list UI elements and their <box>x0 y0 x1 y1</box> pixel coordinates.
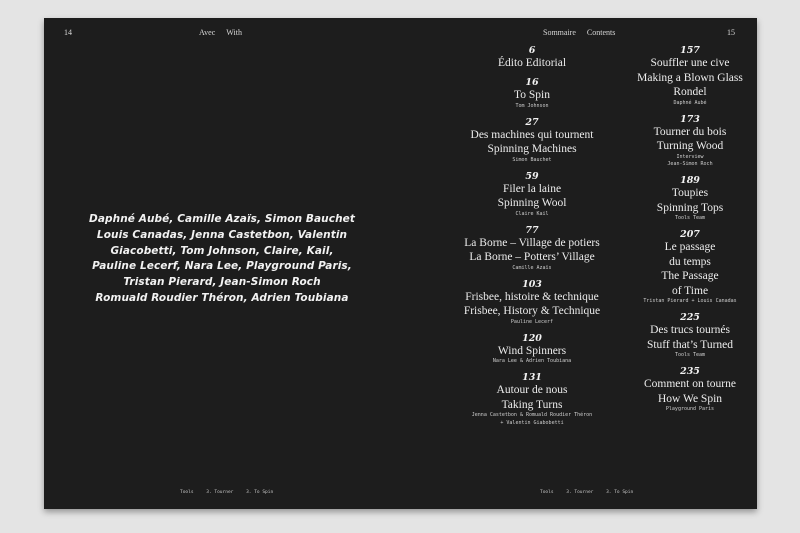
toc-title: Autour de nous <box>496 384 568 396</box>
toc-title: Spinning Tops <box>656 201 724 214</box>
right-page <box>400 18 757 509</box>
toc-title: Toupies <box>671 187 709 199</box>
contributors-list <box>66 212 378 307</box>
toc-page-number: 103 <box>522 278 542 290</box>
toc-title: Le passage <box>664 241 716 253</box>
toc-title: Des machines qui tournent <box>470 128 594 141</box>
toc-title: Spinning Wool <box>497 197 567 209</box>
footer-section-fr: 3. Tourner <box>206 490 234 495</box>
toc-title: Wind Spinners <box>497 344 567 357</box>
toc-entry <box>616 366 764 414</box>
running-head-left <box>199 28 242 37</box>
running-head-en: With <box>226 28 242 37</box>
toc-author: Pauline Lecerf <box>510 318 554 325</box>
toc-author: Tools Team <box>674 352 706 358</box>
toc-title: Souffler une cive <box>650 57 730 69</box>
toc-title: Turning Wood <box>656 140 724 152</box>
toc-title: Comment on tourne <box>644 378 736 390</box>
running-head-fr: Avec <box>199 28 216 37</box>
toc-author: + Valentin Giabobetti <box>500 419 564 426</box>
toc-page-number: 27 <box>525 116 539 128</box>
toc-title: Filer la laine <box>502 182 562 195</box>
footer-right <box>540 490 633 495</box>
toc-page-number: 131 <box>522 372 542 383</box>
contributors-line: Tristan Pierard, Jean-Simon Roch <box>123 276 321 289</box>
toc-page-number: 16 <box>525 77 539 88</box>
toc-title: To Spin <box>514 89 550 101</box>
footer-section-en: 3. To Spin <box>246 490 274 495</box>
toc-page-number: 173 <box>680 113 700 125</box>
toc-page-number: 157 <box>680 45 700 56</box>
toc-title: Spinning Machines <box>487 143 577 155</box>
toc-entry <box>616 114 764 169</box>
toc-page-number: 207 <box>680 229 700 240</box>
contributors-line: Louis Canadas, Jenna Castetbon, Valentin <box>96 228 348 241</box>
toc-author: Claire Kail <box>515 210 549 217</box>
toc-author: Playground Paris <box>665 406 715 412</box>
toc-entry <box>616 175 764 223</box>
toc-entry <box>448 77 616 110</box>
toc-title: Frisbee, histoire & technique <box>465 290 599 303</box>
toc-title: Édito Editorial <box>497 57 567 69</box>
toc-title: La Borne – Potters’ Village <box>469 251 595 263</box>
magazine-spread <box>44 18 757 509</box>
toc-author: Camille Azaïs <box>512 264 552 271</box>
page-number-right: 15 <box>727 28 735 37</box>
toc-title: du temps <box>669 255 711 268</box>
toc-entry <box>448 225 616 273</box>
toc-title: Taking Turns <box>501 398 563 411</box>
toc-page-number: 120 <box>522 332 542 344</box>
contributors-line: Pauline Lecerf, Nara Lee, Playground Paris, <box>92 260 352 273</box>
toc-page-number: 6 <box>528 45 536 56</box>
toc-title: The Passage <box>661 270 719 282</box>
toc-page-number: 189 <box>680 175 700 186</box>
toc-author: Nara Lee & Adrien Toubiana <box>492 358 572 364</box>
toc-entry <box>448 171 616 219</box>
footer-magazine: Tools <box>180 490 194 495</box>
toc-author: Simon Bauchet <box>512 156 552 163</box>
running-head-right <box>543 28 615 37</box>
footer-left <box>180 490 273 495</box>
toc-title: Making a Blown Glass <box>637 71 743 84</box>
contributors-line: Daphné Aubé, Camille Azaïs, Simon Bauchet <box>89 213 355 225</box>
toc-title: La Borne – Village de potiers <box>464 236 600 249</box>
running-head-en: Contents <box>586 28 616 37</box>
contributors-line: Romuald Roudier Théron, Adrien Toubiana <box>95 291 349 304</box>
toc-entry <box>448 372 616 427</box>
toc-entry <box>616 229 764 306</box>
toc-entry <box>616 312 764 360</box>
toc-entry <box>448 117 616 165</box>
toc-author: Interview <box>676 153 704 160</box>
left-page <box>44 18 400 509</box>
toc-page-number: 77 <box>525 224 539 236</box>
toc-author: Daphné Aubé <box>673 99 707 106</box>
toc-author: Jenna Castetbon & Romuald Roudier Théron <box>471 412 593 418</box>
toc-author: Tristan Pierard + Louis Canadas <box>643 298 737 304</box>
footer-section-fr: 3. Tourner <box>566 490 594 495</box>
toc-entry <box>616 45 764 107</box>
footer-magazine: Tools <box>540 490 554 495</box>
toc-title: Tourner du bois <box>653 125 727 138</box>
toc-title: Rondel <box>673 86 707 98</box>
toc-page-number: 225 <box>680 312 700 323</box>
running-head-fr: Sommaire <box>543 28 576 37</box>
toc-author: Jean-Simon Roch <box>667 161 713 167</box>
toc-entry <box>448 333 616 366</box>
toc-title: Stuff that’s Turned <box>646 338 734 351</box>
toc-author: Tom Johnson <box>515 102 549 109</box>
toc-title: Frisbee, History & Technique <box>463 305 601 317</box>
toc-title: How We Spin <box>657 392 723 405</box>
toc-page-number: 59 <box>525 170 539 182</box>
toc-entry <box>448 45 616 71</box>
footer-section-en: 3. To Spin <box>606 490 634 495</box>
contributors-line: Giacobetti, Tom Johnson, Claire, Kail, <box>110 244 334 257</box>
page-number-left: 14 <box>64 28 72 37</box>
toc-page-number: 235 <box>680 366 700 377</box>
toc-title: Des trucs tournés <box>650 324 730 336</box>
toc-column-2 <box>616 45 764 420</box>
toc-column-1 <box>448 45 616 434</box>
toc-entry <box>448 279 616 327</box>
toc-title: of Time <box>671 284 709 297</box>
toc-author: Tools Team <box>674 215 706 221</box>
